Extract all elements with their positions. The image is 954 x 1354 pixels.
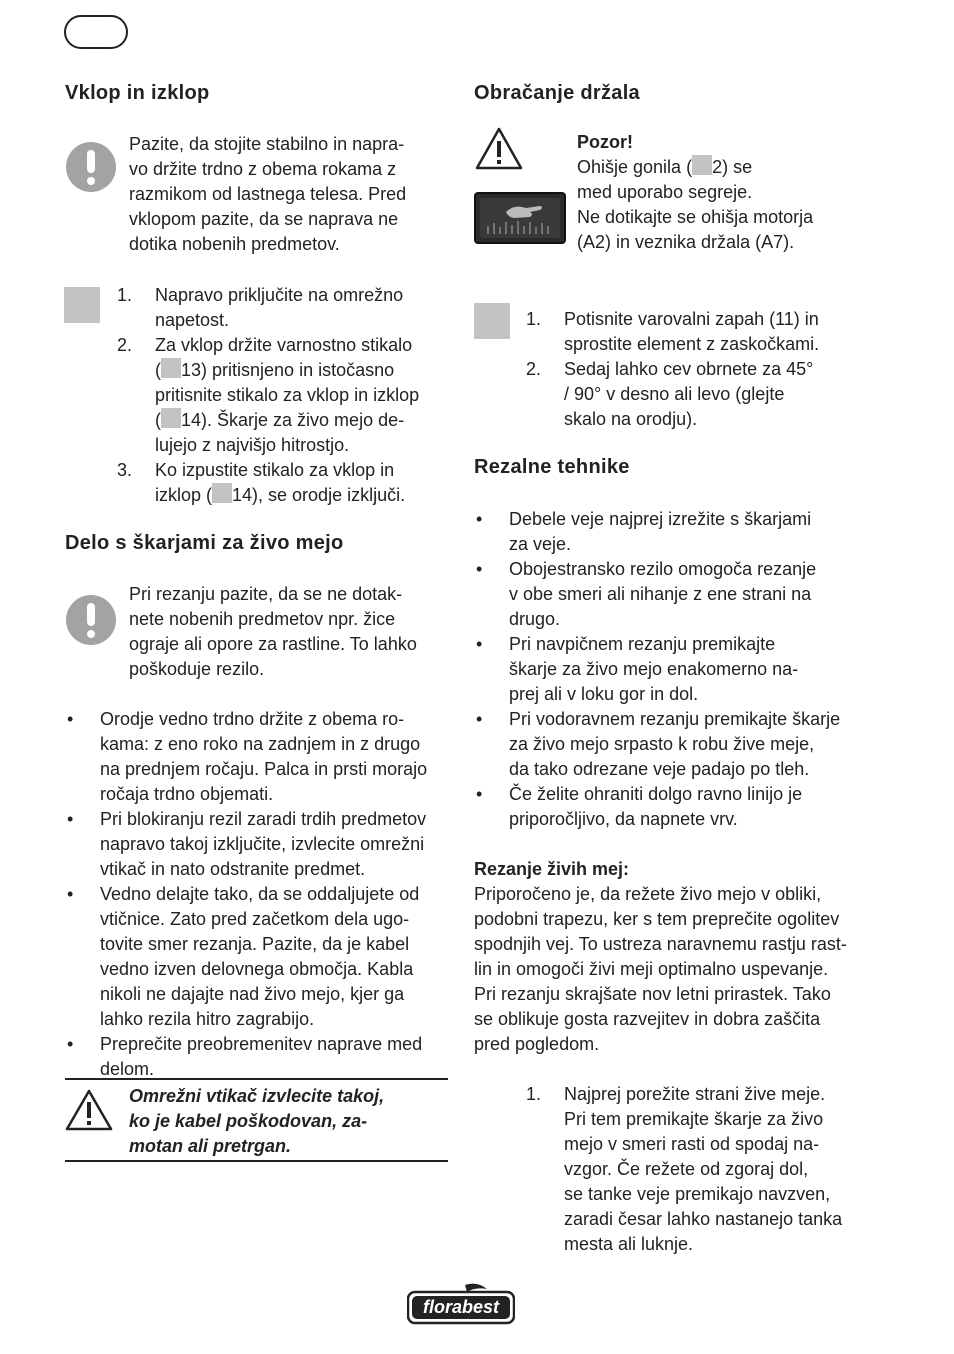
- list-item: • Debele veje najprej izrežite s škarjami za veje.: [476, 509, 812, 554]
- florabest-logo: florabest: [407, 1283, 515, 1325]
- hedge-cutting-steps: [474, 1082, 874, 1257]
- exclamation-icon: [66, 142, 116, 192]
- cutting-bullets: [474, 507, 874, 832]
- list-item: • Orodje vedno trdno držite z obema ro- kama: z eno roko na zadnjem in z drugo na prednjem ročaju. Palca in prsti morajo ročaja trdno objemati.: [67, 709, 428, 804]
- list-item: • Vedno delajte tako, da se oddaljujete od vtičnice. Zato pred začetkom dela ugo- tovite smer rezanja. Pazite, da je kabel vedno izven delovnega območja. Kabla nikoli ne dajajte nad živo mejo, kjer ga lahko rezila hitro zagrabijo.: [67, 884, 420, 1029]
- list-item: • Pri navpičnem rezanju premikajte škarje za živo mejo enakomerno na- prej ali v loku gor in dol.: [476, 634, 799, 704]
- section-title-switch: Vklop in izklop: [65, 82, 210, 104]
- figure-ref-marker: [161, 408, 181, 428]
- hedge-work-bullets: [65, 707, 455, 1082]
- list-item: • Preprečite preobremenitev naprave med delom.: [67, 1034, 423, 1079]
- note-avoid-objects: Pri rezanju pazite, da se ne dotak- nete nobenih predmetov npr. žice ograje ali opore za rastline. To lahko poškoduje rezilo.: [129, 584, 417, 679]
- subsection-title-hedge-cutting: Rezanje živih mej:: [474, 859, 630, 879]
- section-title-rotate-handle: Obračanje držala: [474, 82, 640, 104]
- warning-text: Omrežni vtikač izvlecite takoj, ko je kabel poškodovan, za- motan ali pretrgan.: [129, 1086, 385, 1156]
- rotate-steps: [474, 307, 874, 432]
- list-item: • Obojestransko rezilo omogoča rezanje v obe smeri ali nihanje z ene strani na drugo.: [476, 559, 817, 629]
- list-item: 1. Najprej porežite strani žive meje. Pri tem premikajte škarje za živo mejo v smeri rasti od spodaj na- vzgor. Če režete od zgoraj dol, se tanke veje premikajo navzven, zaradi česar lahko nastanejo tanka mesta ali luknje.: [526, 1084, 843, 1254]
- section-title-cutting-techniques: Rezalne tehnike: [474, 456, 630, 478]
- list-item: • Pri vodoravnem rezanju premikajte škarje za živo mejo srpasto k robu žive meje, da tako odrezane veje padajo po tleh.: [476, 709, 841, 779]
- hot-surface-icon: [474, 192, 566, 244]
- caution-text: Pozor! Ohišje gonila ( 2) se med uporabo segreje. Ne dotikajte se ohišja motorja (A2) in veznika držala (A7).: [577, 132, 814, 252]
- hedge-cutting-paragraph: Priporočeno je, da režete živo mejo v obliki, podobni trapezu, ker s tem preprečite ogolitev spodnjih vej. To ustreza naravnemu rastju rast- lin in omogoči živi meji optimalno uspevanje. Pri rezanju skrajšate nov letni prirastek. Tako se oblikuje gosta razvejitev in dobra zaščita pred pogledom.: [474, 884, 847, 1054]
- warning-triangle-icon: [65, 1088, 113, 1132]
- language-badge: [64, 15, 128, 49]
- warning-triangle-icon: [474, 126, 524, 172]
- figure-ref-marker: [212, 483, 232, 503]
- list-item: 1. Potisnite varovalni zapah (11) in sprostite element z zaskočkami.: [526, 309, 820, 354]
- list-item: 1. Napravo priključite na omrežno napetost.: [117, 285, 404, 330]
- figure-ref-marker: [161, 358, 181, 378]
- note-stable-stance: Pazite, da stojite stabilno in napra- vo držite trdno z obema rokama z razmikom od lastnega telesa. Pred vklopom pazite, da se naprava ne dotika nobenih predmetov.: [129, 134, 407, 254]
- list-item: 2. Sedaj lahko cev obrnete za 45° / 90° v desno ali levo (glejte skalo na orodju).: [526, 359, 814, 429]
- exclamation-icon: [66, 595, 116, 645]
- switch-steps: [65, 283, 450, 508]
- figure-ref-marker: [692, 155, 712, 175]
- list-item: • Če želite ohraniti dolgo ravno linijo je priporočljivo, da napnete vrv.: [476, 784, 803, 829]
- list-item: • Pri blokiranju rezil zaradi trdih predmetov napravo takoj izključite, izvlecite omrežni vtikač in nato odstranite predmet.: [67, 809, 427, 879]
- warning-box: [65, 1078, 448, 1162]
- section-title-hedge-work: Delo s škarjami za živo mejo: [65, 532, 344, 554]
- list-item: 3. Ko izpustite stikalo za vklop in izklop ( 14), se orodje izključi.: [117, 460, 406, 505]
- list-item: 2. Za vklop držite varnostno stikalo ( 13) pritisnjeno in istočasno pritisnite stikalo za vklop in izklop ( 14). Škarje za živo mejo de- lujejo z najvišjo hitrostjo.: [117, 335, 420, 455]
